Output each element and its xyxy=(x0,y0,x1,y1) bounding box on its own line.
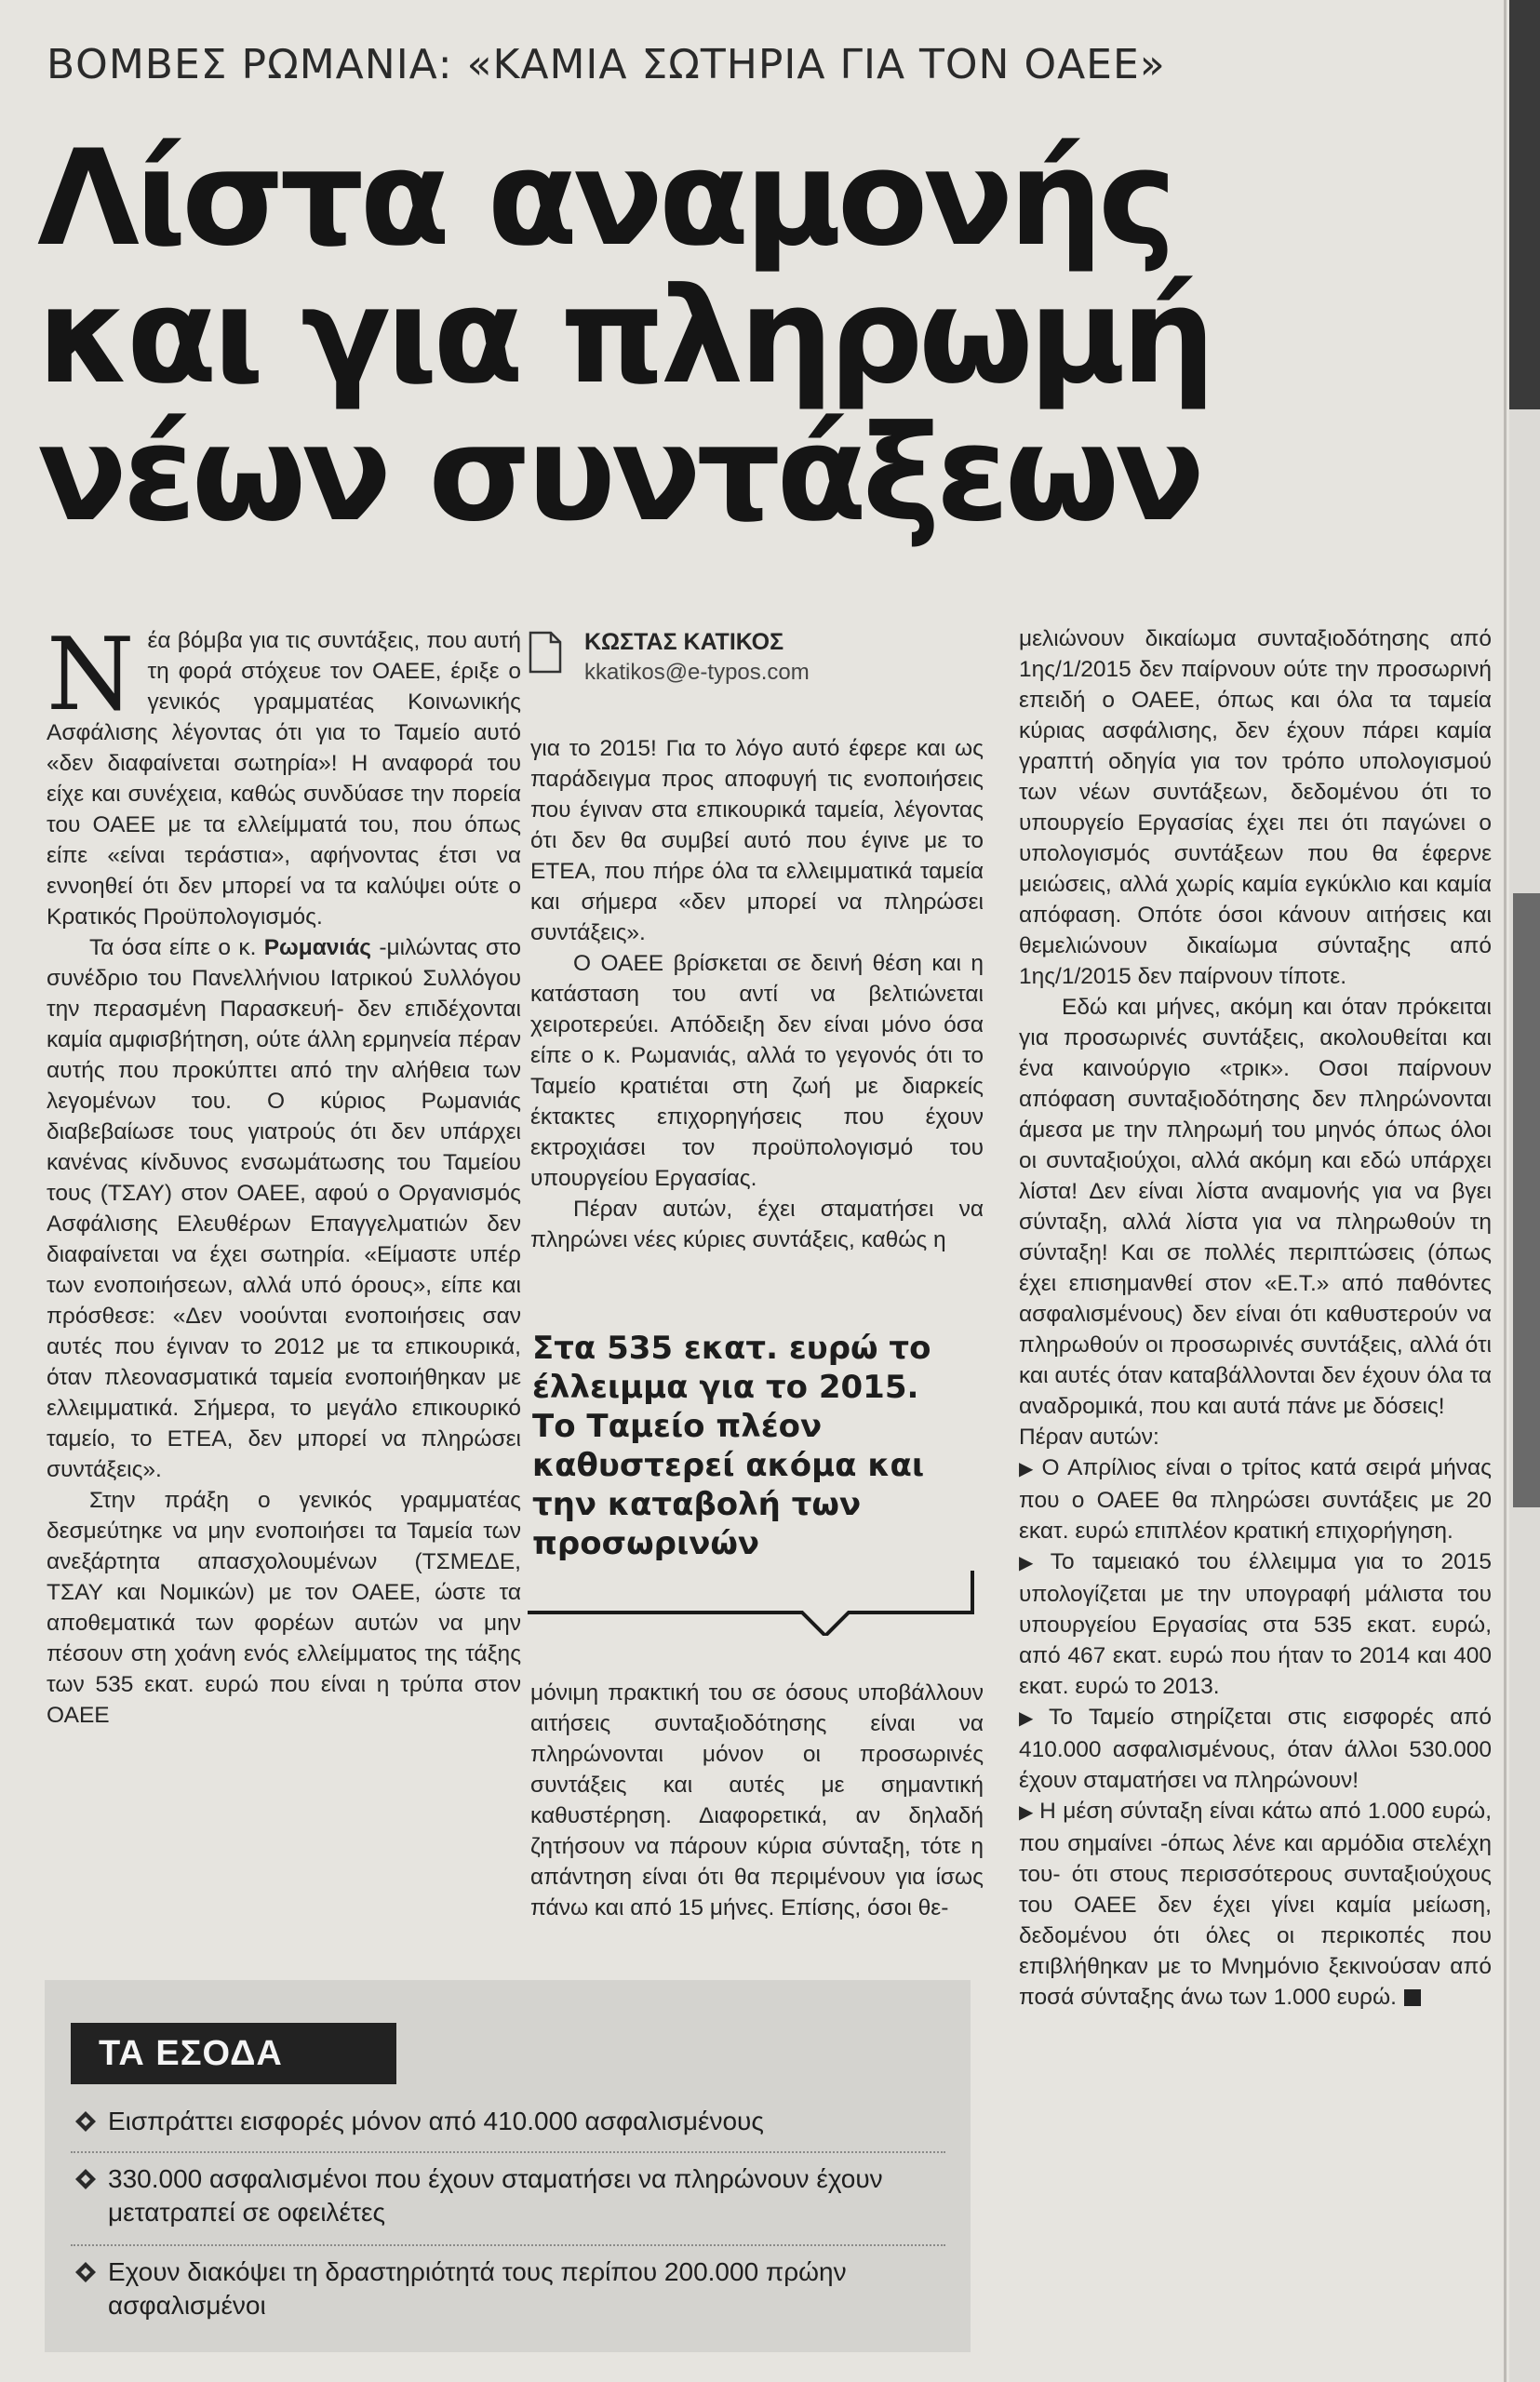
col2-paragraph-3: Πέραν αυτών, έχει σταματήσει να πληρώνει νέες κύριες συντάξεις, καθώς η xyxy=(530,1197,984,1252)
box-divider xyxy=(71,2151,945,2153)
document-icon xyxy=(529,631,562,674)
diamond-bullet-icon xyxy=(74,2261,97,2283)
highlighted-name: Ρωμανιάς xyxy=(263,935,372,960)
bullet-text: Ο Απρίλιος είναι ο τρίτος κατά σειρά μήνας που ο ΟΑΕΕ θα πληρώσει συντάξεις με 20 εκατ. ευρώ επιπλέον κρατική επιχορήγηση. xyxy=(1019,1455,1492,1544)
arrow-icon: ▶ xyxy=(1019,1459,1037,1479)
box-title: ΤΑ ΕΣΟΔΑ xyxy=(71,2023,396,2084)
headline-line-2: και για πληρωμή xyxy=(37,260,1212,413)
box-item xyxy=(71,2255,950,2322)
col2b-paragraph-1: μόνιμη πρακτική του σε όσους υποβάλλουν αιτήσεις συνταξιοδότησης είναι να πληρώνονται μόνον οι προσωρινές συντάξεις και αυτές με σημαντική καθυστέρηση. Διαφορετικά, αν δηλαδή ζητήσουν να πάρουν κύρια σύνταξη, τότε η απάντηση είναι ότι θα περιμένουν για ίσως πάνω και από 15 μήνες. Επίσης, όσοι θε- xyxy=(530,1680,984,1920)
headline-line-3: νέων συντάξεων xyxy=(37,397,1200,551)
paragraph-2-text: -μιλώντας στο συνέδριο του Πανελλήνιου Ιατρικού Συλλόγου την περασμένη Παρασκευή- δεν επιδέχονται καμία αμφισβήτηση, ούτε άλλη ερμηνεία πέραν αυτής που προκύπτει από την αλήθεια των λεγομένων του. Ο κύριος Ρωμανιάς διαβεβαίωσε τους γιατρούς ότι δεν υπάρχει κανένας κίνδυνος ενσωμάτωσης του Ταμείου τους (ΤΣΑΥ) στον ΟΑΕΕ, αφού ο Οργανισμός Ασφάλισης Ελευθέρων Επαγγελματιών δεν διαφαίνεται να έχει σωτηρία. «Είμαστε υπέρ των ενοποιήσεων, αλλά υπό όρους», είπε και πρόσθεσε: «Δεν νοούνται ενοποιήσεις σαν αυτές που έγιναν το 2012 με τα επικουρικά, όταν πλεονασματικά ταμεία ενοποιήθηκαν με ελλειμματικά. Σήμερα, το μεγάλο επικουρικό ταμείο, το ΕΤΕΑ, δεν μπορεί να πληρώσει συντάξεις». xyxy=(47,935,521,1482)
col3-paragraph-3: Πέραν αυτών: xyxy=(1019,1425,1159,1450)
revenue-info-box xyxy=(45,1980,971,2352)
box-item-text: 330.000 ασφαλισμένοι που έχουν σταματήσει να πληρώνουν έχουν μετατραπεί σε οφειλέτες xyxy=(108,2164,883,2227)
diamond-bullet-icon xyxy=(74,2110,97,2133)
article-column-1 xyxy=(47,617,521,1937)
pull-quote xyxy=(532,1329,970,1636)
col3-paragraph-1: μελιώνουν δικαίωμα συνταξιοδότησης από 1ης/1/2015 δεν παίρνουν ούτε την προσωρινή επειδή ο ΟΑΕΕ, όπως και όλα τα ταμεία κύριας ασφάλισης, δεν έχουν πάρει καμία γραπτή οδηγία για τον τρόπο υπολογισμού των νέων συντάξεων, δεδομένου ότι το υπουργείο Εργασίας έχει πει ότι παγώνει ο υπολογισμός συντάξεων που θα έφερνε μειώσεις, αλλά χωρίς καμία εγκύκλιο και καμία απόφαση. Οπότε όσοι κάνουν αιτήσεις και θεμελιώνουν δικαίωμα σύνταξης από 1ης/1/2015 δεν παίρνουν τίποτε. xyxy=(1019,626,1492,989)
drop-cap: Ν xyxy=(47,617,135,733)
paragraph-1 xyxy=(47,617,521,932)
speech-bubble-frame xyxy=(528,1552,974,1636)
article-kicker: ΒΟΜΒΕΣ ΡΩΜΑΝΙΑ: «ΚΑΜΙΑ ΣΩΤΗΡΙΑ ΓΙΑ ΤΟΝ ΟΑΕΕ» xyxy=(47,41,1166,88)
col3-paragraph-2: Εδώ και μήνες, ακόμη και όταν πρόκειται για προσωρινές συντάξεις, ακολουθείται και ένα καινούργιο «τρικ». Οσοι παίρνουν απόφαση συνταξιοδότησης δεν πληρώνονται άμεσα με την πληρωμή του μηνός όπως όλοι οι συνταξιούχοι, αλλά ακόμη και εδώ υπάρχει λίστα! Δεν είναι λίστα αναμονής για να βγει σύνταξη, αλλά λίστα για να πληρωθούν τη σύνταξη! Και σε πολλές περιπτώσεις (όπως έχει επισημανθεί στον «Ε.Τ.» από παθόντες ασφαλισμένους) δεν είναι ότι καθυστερούν να πληρωθούν οι προσωρινές συντάξεις, αλλά ότι και αυτές όταν καταβάλλονται δεν έχουν όλα τα αναδρομικά, που και αυτά πάνε με δόσεις! xyxy=(1019,995,1492,1419)
arrow-icon: ▶ xyxy=(1019,1708,1043,1729)
author-email[interactable]: kkatikos@e-typos.com xyxy=(584,660,810,685)
box-item-text: Εισπράττει εισφορές μόνον από 410.000 ασφαλισμένους xyxy=(108,2107,764,2135)
arrow-icon: ▶ xyxy=(1019,1553,1045,1573)
paragraph-2 xyxy=(47,932,521,1485)
bullet-text: Το ταμειακό του έλλειμμα για το 2015 υπολογίζεται με την υπογραφή μάλιστα του υπουργείου Εργασίας στα 535 εκατ. ευρώ, από 467 εκατ. ευρώ που ήταν το 2014 και 400 εκατ. ευρώ το 2013. xyxy=(1019,1549,1492,1699)
diamond-bullet-icon xyxy=(74,2168,97,2190)
end-mark-icon xyxy=(1404,1989,1421,2006)
page-fold-line xyxy=(1504,0,1507,2382)
article-column-3 xyxy=(1019,623,1492,2013)
box-divider xyxy=(71,2244,945,2246)
bullet-item xyxy=(1019,1546,1492,1702)
box-item xyxy=(71,2105,950,2138)
article-headline xyxy=(37,122,1303,551)
pull-quote-text: Στα 535 εκατ. ευρώ το έλλειμμα για το 2015. Το Ταμείο πλέον καθυστερεί ακόμα και την καταβολή των προσωρινών xyxy=(532,1330,931,1562)
bullet-item xyxy=(1019,1702,1492,1796)
bullet-text: Η μέση σύνταξη είναι κάτω από 1.000 ευρώ, που σημαίνει -όπως λένε και αρμόδια στελέχη του- ότι στους περισσότερους συνταξιούχους του ΟΑΕΕ δεν έχει γίνει καμία μείωση, δεδομένου ότι όλες οι περικοπές που επιβλήθηκαν με το Μνημόνιο ξεκινούσαν από ποσά σύνταξης άνω των 1.000 ευρώ. xyxy=(1019,1799,1492,2010)
bullet-item xyxy=(1019,1452,1492,1546)
byline xyxy=(529,629,975,703)
article-column-2-bottom xyxy=(530,1678,984,1923)
box-item-text: Εχουν διακόψει τη δραστηριότητά τους περίπου 200.000 πρώην ασφαλισμένοι xyxy=(108,2257,847,2320)
adjacent-photo-middle xyxy=(1513,893,1540,1507)
article-column-2-top xyxy=(530,733,984,1255)
col2-paragraph-2: Ο ΟΑΕΕ βρίσκεται σε δεινή θέση και η κατάσταση του αντί να βελτιώνεται χειροτερεύει. Απόδειξη δεν είναι μόνο όσα είπε ο κ. Ρωμανιάς, αλλά το γεγονός ότι το Ταμείο κρατιέται στη ζωή με διαρκείς έκτακτες επιχορηγήσεις που έχουν εκτροχιάσει τον προϋπολογισμό του υπουργείου Εργασίας. xyxy=(530,951,984,1191)
paragraph-3: Στην πράξη ο γενικός γραμματέας δεσμεύτηκε να μην ενοποιήσει τα Ταμεία των ανεξάρτητα απασχολουμένων (ΤΣΜΕΔΕ, ΤΣΑΥ και Νομικών) με τον ΟΑΕΕ, ώστε τα αποθεματικά των φορέων αυτών να μην πέσουν στη χοάνη ενός ελλείμματος της τάξης των 535 εκατ. ευρώ που είναι η τρύπα στον ΟΑΕΕ xyxy=(47,1488,521,1728)
arrow-icon: ▶ xyxy=(1019,1802,1035,1823)
headline-line-1: Λίστα αναμονής xyxy=(37,122,1172,275)
adjacent-photo-top xyxy=(1509,0,1540,409)
paragraph-2-lead: Τα όσα είπε ο κ. xyxy=(89,935,264,960)
bullet-item xyxy=(1019,1796,1492,2013)
bullet-text: Το Ταμείο στηρίζεται στις εισφορές από 410.000 ασφαλισμένους, όταν άλλοι 530.000 έχουν σταματήσει να πληρώνουν! xyxy=(1019,1705,1492,1793)
paragraph-1-text: έα βόμβα για τις συντάξεις, που αυτή τη φορά στόχευε τον ΟΑΕΕ, έριξε ο γενικός γραμματέας Κοινωνικής Ασφάλισης λέγοντας ότι για το Ταμείο αυτό «δεν διαφαίνεται σωτηρία»! Η αναφορά του είχε και συνέχεια, καθώς συνδύασε την πορεία του ΟΑΕΕ με τα ελλείμματά του, που όπως είπε «είναι τεράστια», αφήνοντας έτσι να εννοηθεί ότι δεν μπορεί να τα καλύψει ούτε ο Κρατικός Προϋπολογισμός. xyxy=(47,628,521,930)
author-name: ΚΩΣΤΑΣ ΚΑΤΙΚΟΣ xyxy=(584,629,784,655)
box-item xyxy=(71,2162,950,2229)
col2-paragraph-1: για το 2015! Για το λόγο αυτό έφερε και ως παράδειγμα προς αποφυγή τις ενοποιήσεις που έγιναν στα επικουρικά ταμεία, λέγοντας ότι δεν θα συμβεί αυτό που έγινε με το ΕΤΕΑ, που πήρε όλα τα ελλειμματικά ταμεία και σήμερα «δεν μπορεί να πληρώσει συντάξεις». xyxy=(530,736,984,945)
